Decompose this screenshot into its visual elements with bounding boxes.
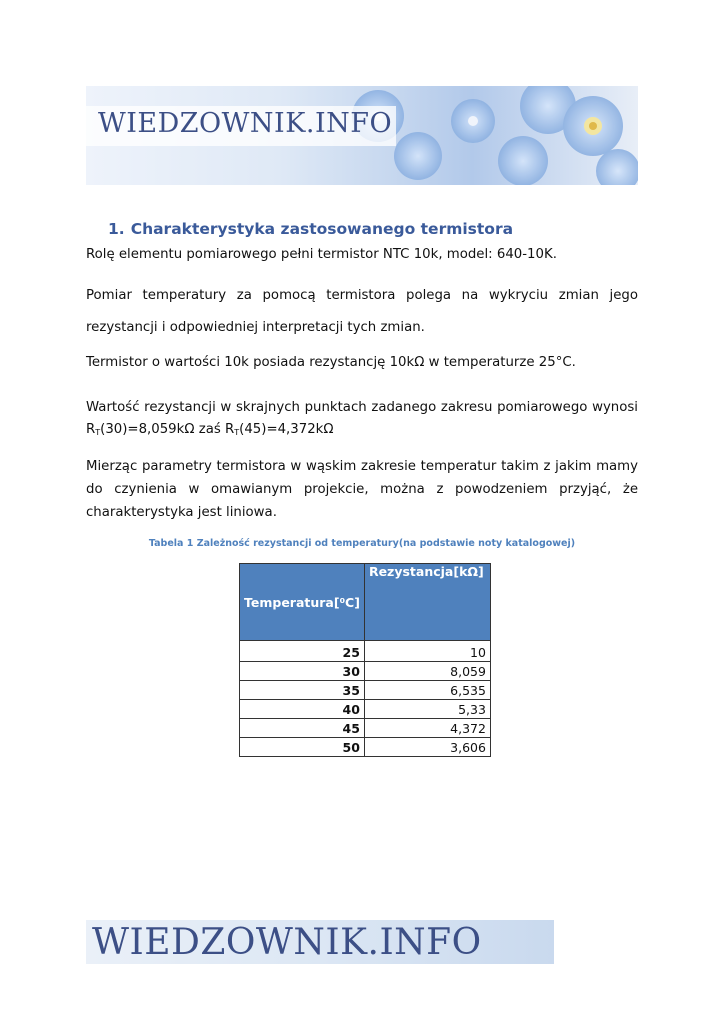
paragraph-4-text-a: Wartość rezystancji w skrajnych punktach zadanego zakresu pomiarowego wynosi R — [86, 400, 638, 437]
table-caption: Tabela 1 Zależność rezystancji od temperatury(na podstawie noty katalogowej) — [148, 538, 576, 549]
column-header-resistance: Rezystancja[kΩ] — [364, 564, 490, 641]
section-number: 1. — [108, 220, 125, 238]
section-heading — [108, 220, 513, 238]
resistance-cell: 3,606 — [364, 738, 490, 757]
paragraph-4 — [86, 397, 638, 444]
resistance-cell: 8,059 — [364, 662, 490, 681]
paragraph-1: Rolę elementu pomiarowego pełni termistor NTC 10k, model: 640-10K. — [86, 247, 557, 262]
temperature-cell: 45 — [240, 719, 365, 738]
table-row — [240, 641, 491, 662]
resistance-cell: 5,33 — [364, 700, 490, 719]
table-header-row — [240, 564, 491, 641]
paragraph-4-text-c: (45)=4,372kΩ — [239, 422, 334, 437]
paragraph-4-text-b: (30)=8,059kΩ zaś R — [100, 422, 235, 437]
temperature-cell: 35 — [240, 681, 365, 700]
table-row — [240, 681, 491, 700]
paragraph-5: Mierząc parametry termistora w wąskim zakresie temperatur takim z jakim mamy do czynienia w omawianym projekcie, można z powodzeniem przyjąć, że charakterystyka jest liniowa. — [86, 459, 638, 520]
footer-banner — [86, 920, 554, 964]
paragraph-2: Pomiar temperatury za pomocą termistora polega na wykryciu zmian jego rezystancji i odpowiedniej interpretacji tych zmian. — [86, 288, 638, 335]
table-row — [240, 719, 491, 738]
header-banner — [86, 86, 638, 185]
resistance-cell: 6,535 — [364, 681, 490, 700]
resistance-cell: 10 — [364, 641, 490, 662]
resistance-cell: 4,372 — [364, 719, 490, 738]
table-row — [240, 662, 491, 681]
section-title: Charakterystyka zastosowanego termistora — [130, 220, 514, 238]
paragraph-4-sub-1: T — [95, 428, 101, 437]
temperature-cell: 30 — [240, 662, 365, 681]
paragraph-3: Termistor o wartości 10k posiada rezystancję 10kΩ w temperaturze 25°C. — [86, 355, 576, 370]
temperature-cell: 50 — [240, 738, 365, 757]
table-row — [240, 738, 491, 757]
paragraph-4-sub-2: T — [234, 428, 240, 437]
header-logo: WIEDZOWNIK.INFO — [98, 108, 393, 139]
temperature-cell: 40 — [240, 700, 365, 719]
column-header-temperature: Temperatura[⁰C] — [240, 564, 365, 641]
temperature-cell: 25 — [240, 641, 365, 662]
footer-logo: WIEDZOWNIK.INFO — [92, 922, 482, 963]
table-row — [240, 700, 491, 719]
resistance-table — [239, 563, 491, 757]
